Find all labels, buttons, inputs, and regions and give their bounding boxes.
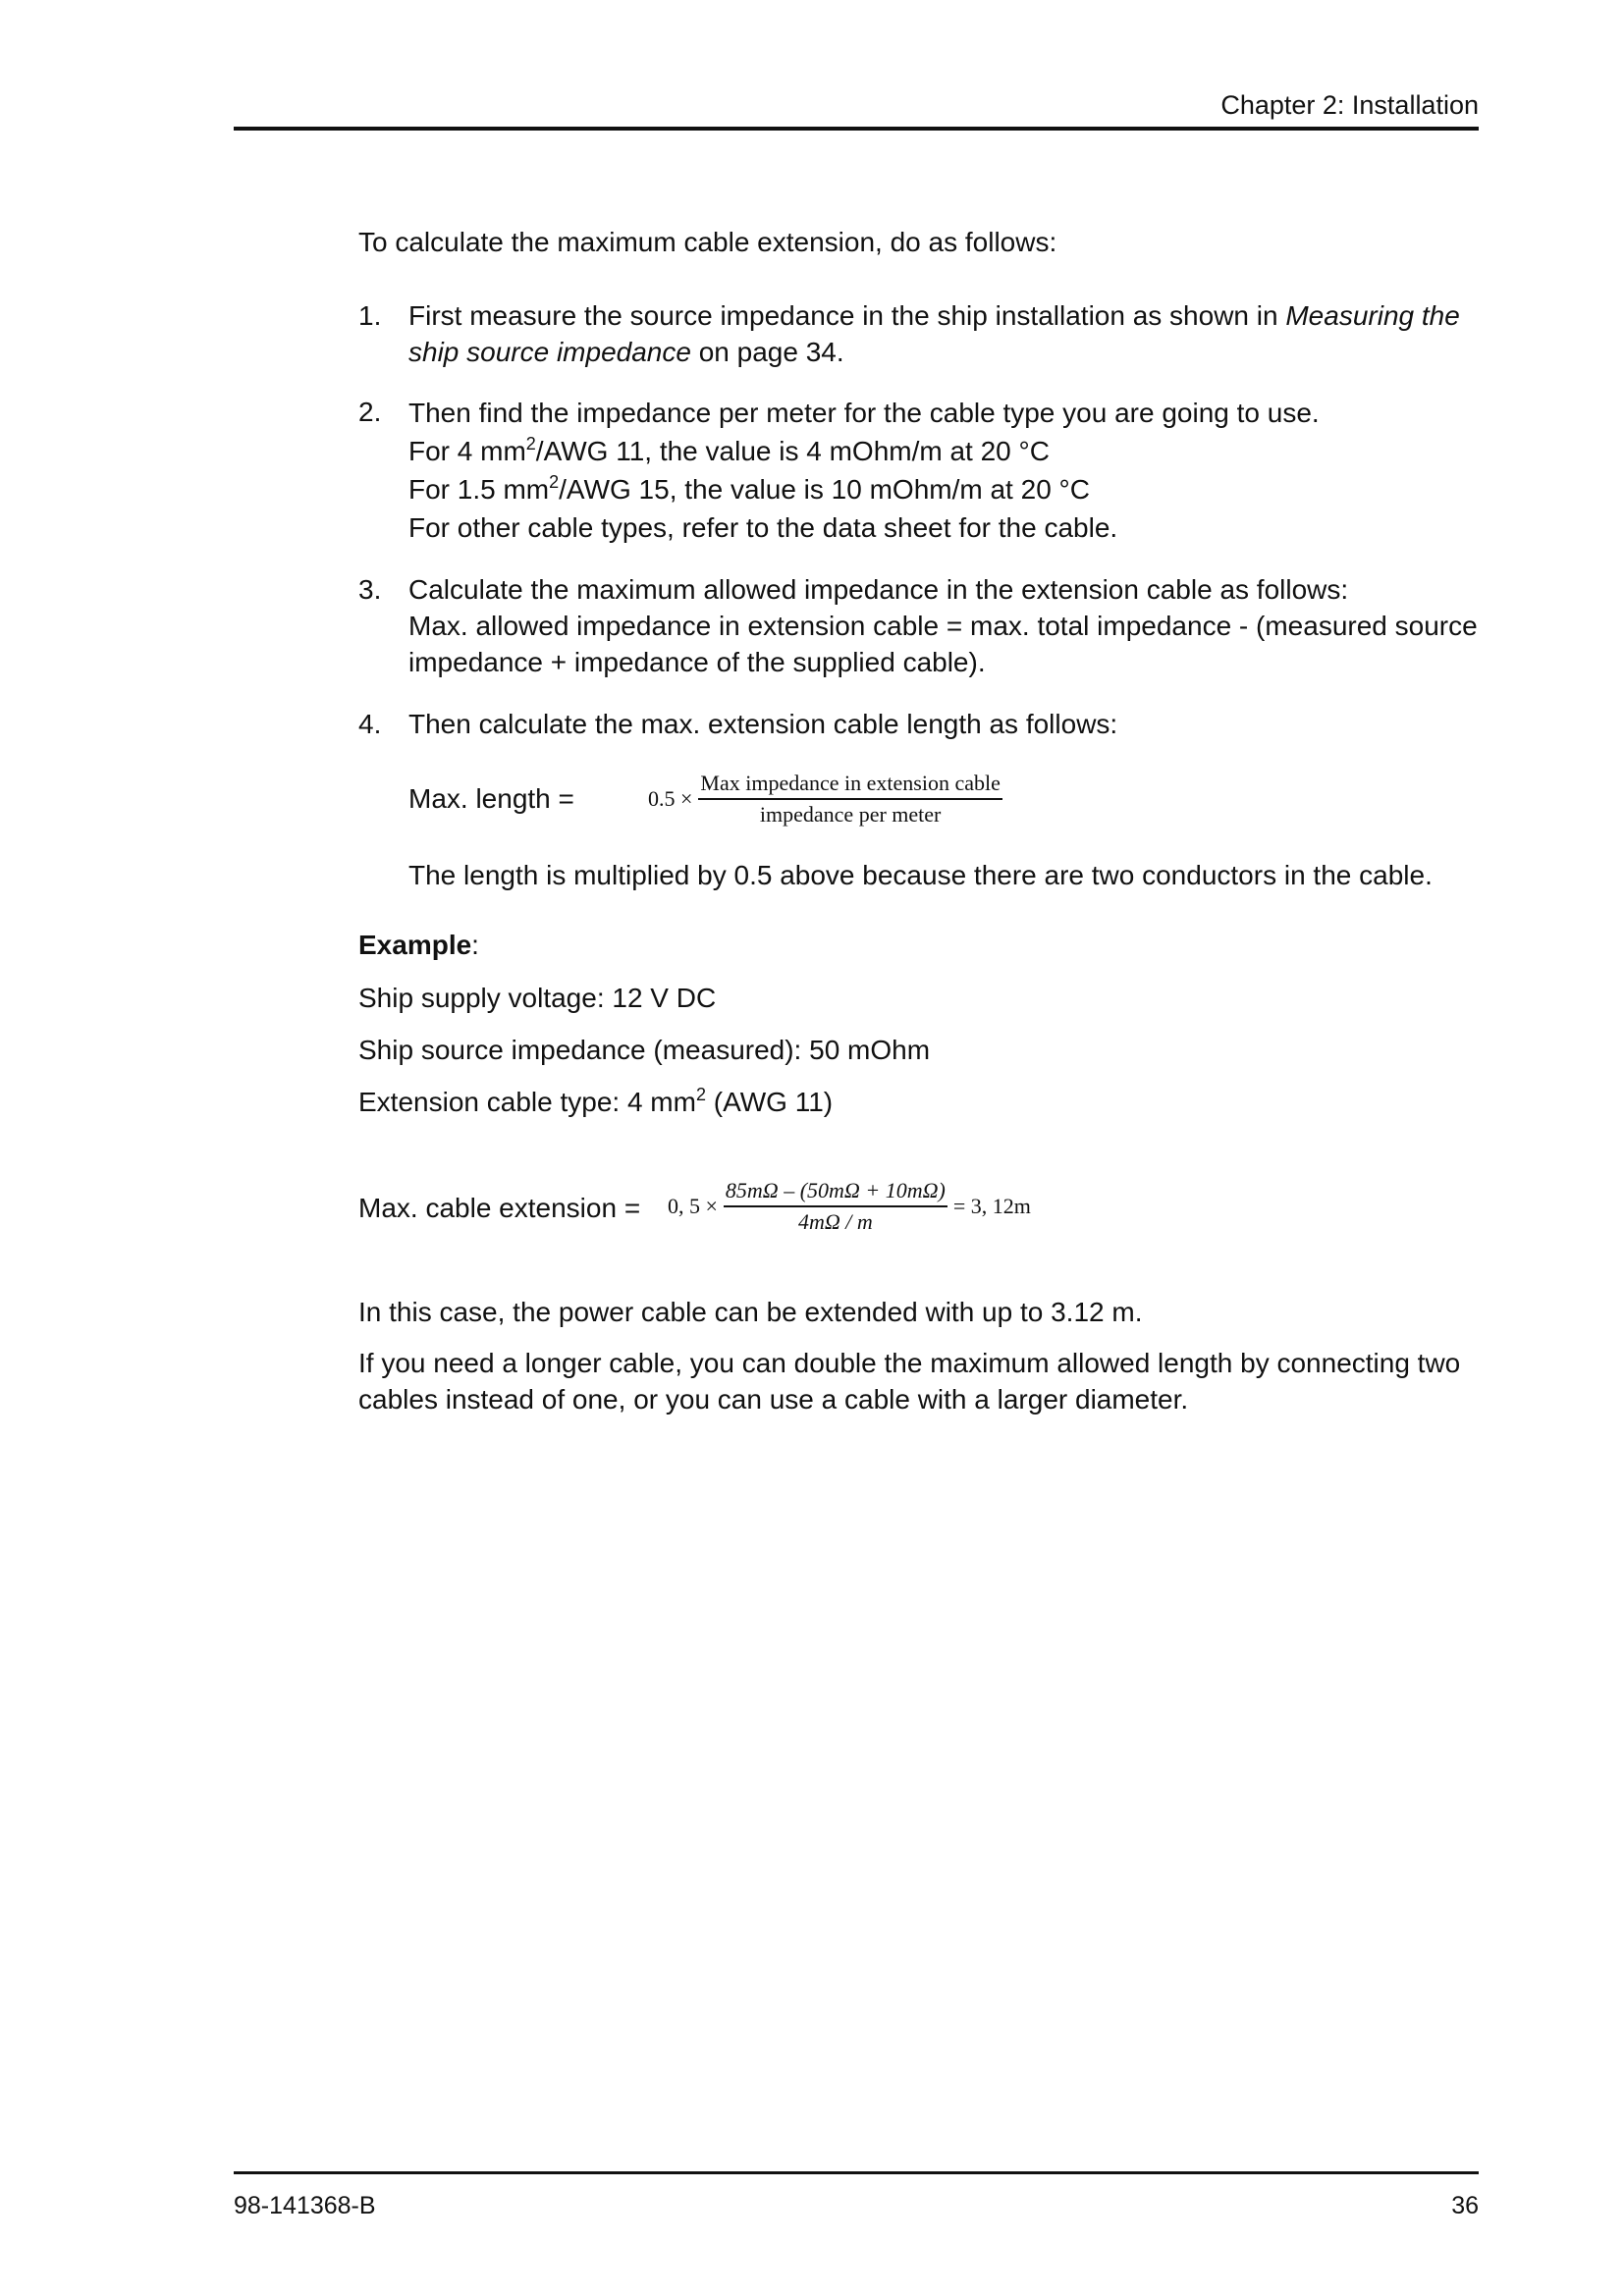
example-cable-text: Extension cable type: 4 mm <box>358 1087 696 1117</box>
step-number: 2. <box>358 397 382 427</box>
step-text: /AWG 11, the value is 4 mOhm/m at 20 °C <box>535 436 1050 466</box>
example-heading-colon: : <box>471 930 479 960</box>
step-text: /AWG 15, the value is 10 mOhm/m at 20 °C <box>559 474 1090 505</box>
superscript: 2 <box>525 434 536 454</box>
formula-numerator: Max impedance in extension cable <box>698 769 1001 800</box>
formula-factor: 0.5 × <box>648 786 693 811</box>
max-length-formula <box>648 769 1002 829</box>
formula-label: Max. length = <box>408 783 574 814</box>
conclusion-text: In this case, the power cable can be extended with up to 3.12 m. <box>358 1297 1143 1327</box>
chapter-title: Chapter 2: Installation <box>1220 90 1479 120</box>
advice-text <box>358 1345 1460 1417</box>
step-text: on page 34. <box>690 337 844 367</box>
step-text: Calculate the maximum allowed impedance in the extension cable as follows: <box>408 574 1349 605</box>
step-number: 1. <box>358 300 382 331</box>
example-cable-text: (AWG 11) <box>705 1087 834 1117</box>
formula-result: = 3, 12m <box>952 1194 1031 1218</box>
cross-reference-link[interactable]: Measuring the <box>1285 300 1460 331</box>
step-number: 3. <box>358 574 382 605</box>
step-number: 4. <box>358 709 382 739</box>
step-4-text: Then calculate the max. extension cable length as follows: <box>408 709 1118 739</box>
step-text: For 4 mm <box>408 436 526 466</box>
step-2-text <box>408 394 1320 547</box>
step-text: Then find the impedance per meter for the cable type you are going to use. <box>408 398 1320 428</box>
page-number: 36 <box>1451 2192 1479 2219</box>
example-heading <box>358 927 479 963</box>
step-text: For other cable types, refer to the data sheet for the cable. <box>408 512 1118 543</box>
example-cable <box>358 1084 833 1120</box>
step-3-text <box>408 571 1478 680</box>
step-text: impedance + impedance of the supplied cable). <box>408 647 986 677</box>
step-text: Max. allowed impedance in extension cable = max. total impedance - (measured source <box>408 611 1478 641</box>
step-text: For 1.5 mm <box>408 474 550 505</box>
note-text: The length is multiplied by 0.5 above because there are two conductors in the cable. <box>408 860 1433 890</box>
example-supply: Ship supply voltage: 12 V DC <box>358 983 717 1013</box>
superscript: 2 <box>695 1085 706 1104</box>
formula-fraction <box>724 1176 947 1237</box>
superscript: 2 <box>549 472 560 492</box>
example-heading-text: Example <box>358 930 472 960</box>
advice-line: If you need a longer cable, you can double the maximum allowed length by connecting two <box>358 1348 1461 1378</box>
advice-line: cables instead of one, or you can use a cable with a larger diameter. <box>358 1384 1189 1415</box>
step-text: First measure the source impedance in the ship installation as shown in <box>408 300 1286 331</box>
formula-denominator: impedance per meter <box>759 802 942 827</box>
example-impedance: Ship source impedance (measured): 50 mOhm <box>358 1035 931 1065</box>
intro-text: To calculate the maximum cable extension, do as follows: <box>358 227 1057 257</box>
formula-factor: 0, 5 × <box>668 1194 718 1218</box>
formula-numerator: 85mΩ – (50mΩ + 10mΩ) <box>724 1176 947 1207</box>
formula-denominator: 4mΩ / m <box>797 1209 873 1234</box>
footer-rule <box>234 2171 1479 2174</box>
step-1-text <box>408 297 1460 370</box>
header-rule <box>234 127 1479 131</box>
cross-reference-link[interactable]: ship source impedance <box>408 337 691 367</box>
formula-label: Max. cable extension = <box>358 1193 641 1223</box>
document-number: 98-141368-B <box>234 2192 376 2219</box>
formula-fraction <box>698 769 1001 829</box>
cable-extension-formula <box>668 1176 1031 1237</box>
